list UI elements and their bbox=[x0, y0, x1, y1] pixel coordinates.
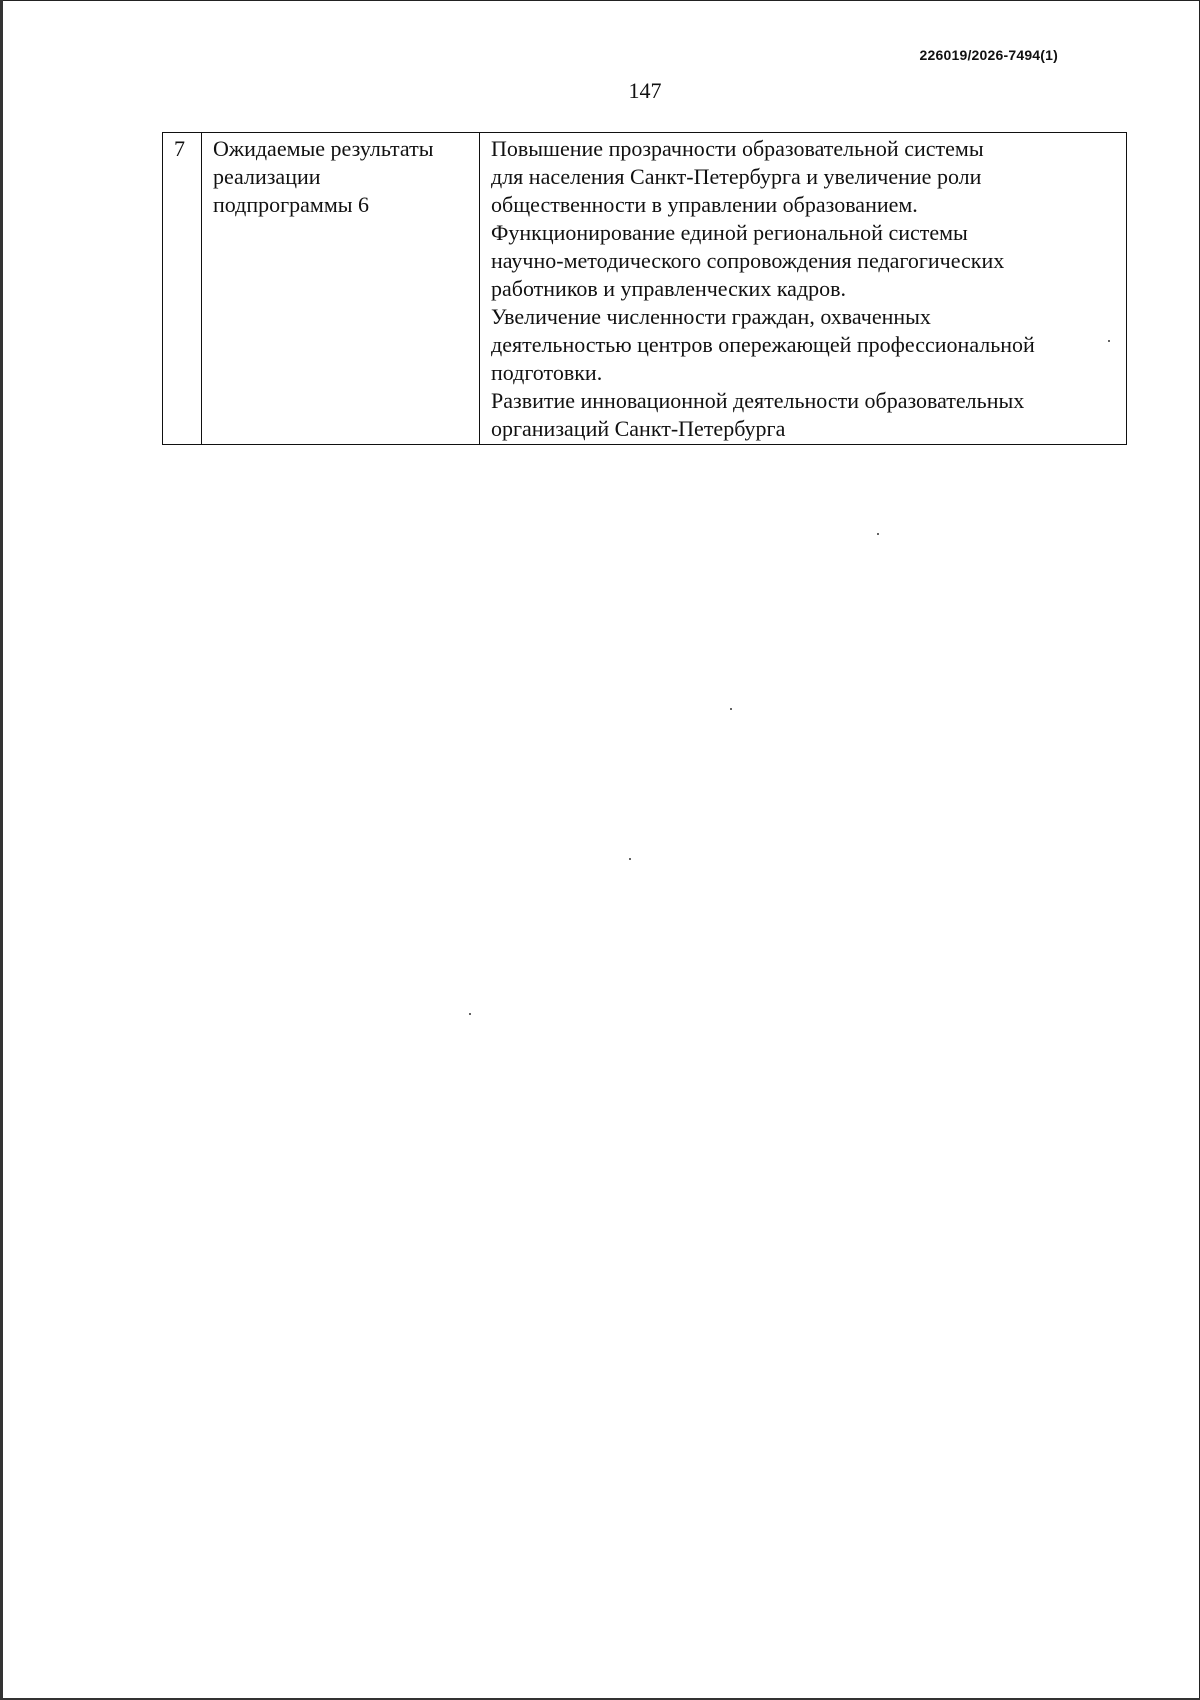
scan-edge-left bbox=[0, 0, 3, 1700]
row-text-line: подготовки. bbox=[491, 360, 603, 385]
scan-speck bbox=[629, 858, 631, 860]
row-text-line: организаций Санкт-Петербурга bbox=[491, 416, 786, 441]
scan-speck bbox=[469, 1013, 471, 1015]
row-text-line: Увеличение численности граждан, охваченных bbox=[491, 304, 931, 329]
results-table bbox=[162, 132, 1127, 445]
row-text-cell bbox=[480, 133, 1127, 445]
scan-speck bbox=[730, 708, 732, 710]
row-name-line: подпрограммы 6 bbox=[213, 192, 370, 217]
scan-speck bbox=[877, 533, 879, 535]
row-name-line: Ожидаемые результаты bbox=[213, 136, 434, 161]
row-text-line: Функционирование единой региональной системы bbox=[491, 220, 968, 245]
document-id: 226019/2026-7494(1) bbox=[919, 47, 1058, 63]
page-number: 147 bbox=[628, 78, 662, 103]
row-text-line: научно-методического сопровождения педагогических bbox=[491, 248, 1005, 273]
row-number-cell bbox=[163, 133, 202, 445]
row-text-line: Развитие инновационной деятельности образовательных bbox=[491, 388, 1025, 413]
row-text-line: Повышение прозрачности образовательной системы bbox=[491, 136, 984, 161]
scan-speck bbox=[1108, 340, 1110, 342]
row-name-line: реализации bbox=[213, 164, 321, 189]
row-name-cell bbox=[202, 133, 480, 445]
row-text-line: для населения Санкт-Петербурга и увеличение роли bbox=[491, 164, 982, 189]
row-text-line: общественности в управлении образованием. bbox=[491, 192, 918, 217]
row-text-line: деятельностью центров опережающей профессиональной bbox=[491, 332, 1035, 357]
row-number: 7 bbox=[174, 136, 185, 161]
row-text-line: работников и управленческих кадров. bbox=[491, 276, 847, 301]
table-row bbox=[163, 133, 1127, 445]
